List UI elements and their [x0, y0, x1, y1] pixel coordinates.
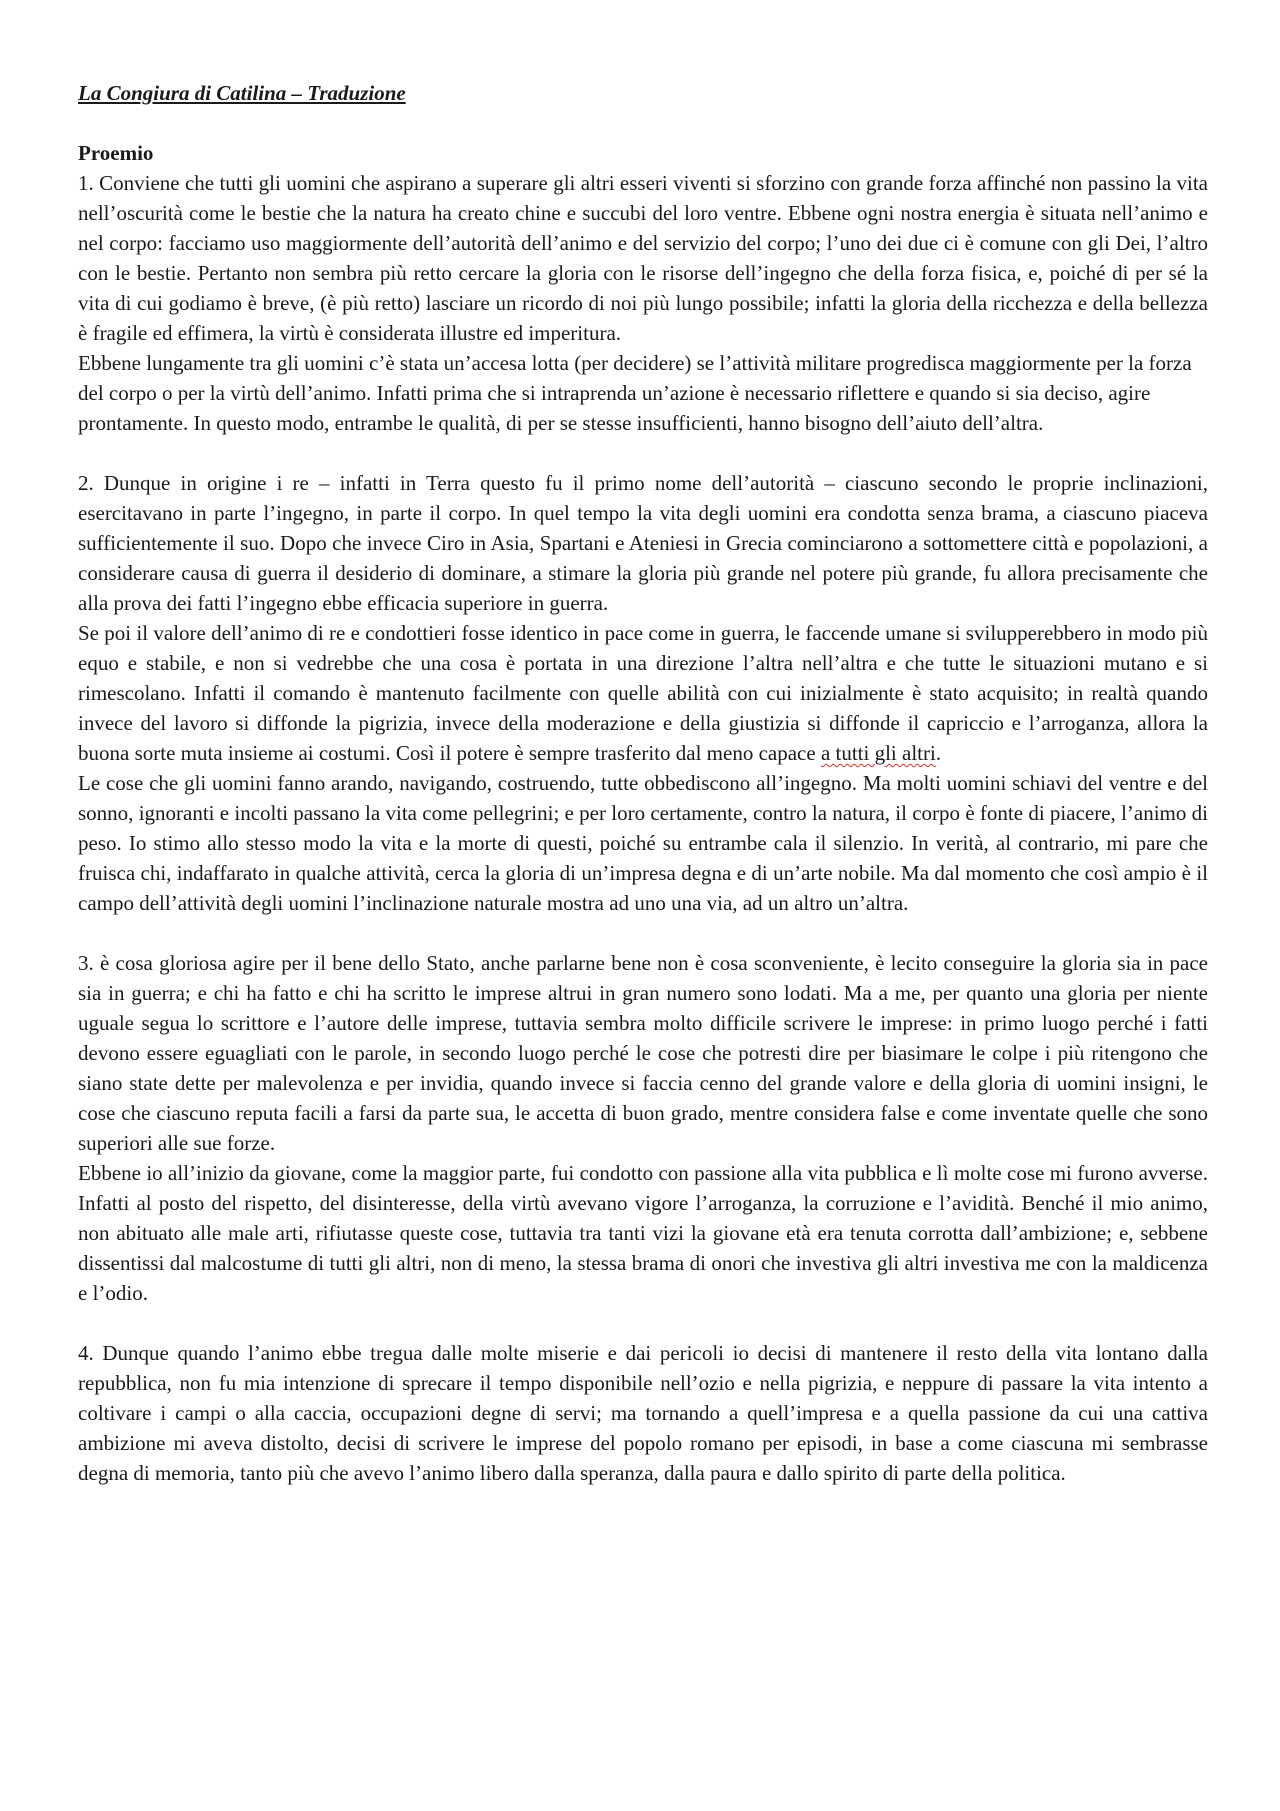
- chapter-3-paragraph-2: Ebbene io all’inizio da giovane, come la maggior parte, fui condotto con passione alla vita pubblica e lì molte cose mi furono avverse. Infatti al posto del rispetto, del disinteresse, della virtù avevano vigore l’arroganza, la corruzione e l’avidità. Benché il mio animo, non abituato alle male arti, rifiutasse queste cose, tuttavia tra tanti vizi la giovane età era tenuta corrotta dall’ambizione; e, sebbene dissentissi dal malcostume di tutti gli altri, non di meno, la stessa brama di onori che investiva gli altri investiva me con la maldicenza e l’odio.: [78, 1161, 1208, 1305]
- spellcheck-marked-text[interactable]: a tutti gli altri: [820, 741, 936, 765]
- paragraph-spacer: [78, 1308, 1208, 1338]
- document-title: La Congiura di Catilina – Traduzione: [78, 81, 406, 105]
- document-page: [78, 78, 1208, 1488]
- chapter-2-paragraph-2-end: .: [935, 741, 942, 765]
- chapter-2-paragraph-1: 2. Dunque in origine i re – infatti in Terra questo fu il primo nome dell’autorità – ciascuno secondo le proprie inclinazioni, esercitavano in parte l’ingegno, in parte il corpo. In quel tempo la vita degli uomini era condotta senza brama, a ciascuno piaceva sufficientemente il suo. Dopo che invece Ciro in Asia, Spartani e Ateniesi in Grecia cominciarono a sottomettere città e popolazioni, a considerare causa di guerra il desiderio di dominare, a stimare la gloria più grande nel potere più grande, fu allora precisamente che alla prova dei fatti l’ingegno ebbe efficacia superiore in guerra.: [78, 471, 1208, 615]
- chapter-2-paragraph-2-text: Se poi il valore dell’animo di re e condottieri fosse identico in pace come in guerra, le faccende umane si svilupperebbero in modo più equo e stabile, e non si vedrebbe che una cosa è portata in una direzione l’altra nell’altra e che tutte le situazioni mutano e si rimescolano. Infatti il comando è mantenuto facilmente con quelle abilità con cui inizialmente è stato acquisito; in realtà quando invece del lavoro si diffonde la pigrizia, invece della moderazione e della giustizia si diffonde il capriccio e l’arroganza, allora la buona sorte muta insieme ai costumi. Così il potere è sempre trasferito dal meno capace: [78, 621, 1208, 765]
- chapter-2-paragraph-2: [78, 618, 1208, 768]
- paragraph-spacer: [78, 918, 1208, 948]
- chapter-1-paragraph-2: Ebbene lungamente tra gli uomini c’è stata un’accesa lotta (per decidere) se l’attività militare progredisca maggiormente per la forza del corpo o per la virtù dell’animo. Infatti prima che si intraprenda un’azione è necessario riflettere e quando si sia deciso, agire prontamente. In questo modo, entrambe le qualità, di per se stesse insufficienti, hanno bisogno dell’aiuto dell’altra.: [78, 351, 1192, 435]
- chapter-1-paragraph-1: 1. Conviene che tutti gli uomini che aspirano a superare gli altri esseri viventi si sforzino con grande forza affinché non passino la vita nell’oscurità come le bestie che la natura ha creato chine e succubi del loro ventre. Ebbene ogni nostra energia è situata nell’animo e nel corpo: facciamo uso maggiormente dell’autorità dell’animo e del servizio del corpo; l’uno dei due ci è comune con gli Dei, l’altro con le bestie. Pertanto non sembra più retto cercare la gloria con le risorse dell’ingegno che della forza fisica, e, poiché di per sé la vita di cui godiamo è breve, (è più retto) lasciare un ricordo di noi più lungo possibile; infatti la gloria della ricchezza e della bellezza è fragile ed effimera, la virtù è considerata illustre ed imperitura.: [78, 171, 1208, 345]
- chapter-4-paragraph-1: 4. Dunque quando l’animo ebbe tregua dalle molte miserie e dai pericoli io decisi di mantenere il resto della vita lontano dalla repubblica, non fu mia intenzione di sprecare il tempo disponibile nell’ozio e nella pigrizia, e neppure di passare la vita intento a coltivare i campi o alla caccia, occupazioni degne di servi; ma tornando a quell’impresa e a quella passione da cui una cattiva ambizione mi aveva distolto, decisi di scrivere le imprese del popolo romano per episodi, in base a come ciascuna mi sembrasse degna di memoria, tanto più che avevo l’animo libero dalla speranza, dalla paura e dallo spirito di parte della politica.: [78, 1341, 1208, 1485]
- chapter-2-paragraph-3: Le cose che gli uomini fanno arando, navigando, costruendo, tutte obbediscono all’ingegno. Ma molti uomini schiavi del ventre e del sonno, ignoranti e incolti passano la vita come pellegrini; e per loro certamente, contro la natura, il corpo è fonte di piacere, l’animo di peso. Io stimo allo stesso modo la vita e la morte di questi, poiché su entrambe cala il silenzio. In verità, al contrario, mi pare che fruisca chi, indaffarato in qualche attività, cerca la gloria di un’impresa degna e di un’arte nobile. Ma dal momento che così ampio è il campo dell’attività degli uomini l’inclinazione naturale mostra ad uno una via, ad un altro un’altra.: [78, 771, 1208, 915]
- section-heading: Proemio: [78, 141, 154, 165]
- paragraph-spacer: [78, 438, 1208, 468]
- chapter-3-paragraph-1: 3. è cosa gloriosa agire per il bene dello Stato, anche parlarne bene non è cosa sconveniente, è lecito conseguire la gloria sia in pace sia in guerra; e chi ha fatto e chi ha scritto le imprese altrui in gran numero sono lodati. Ma a me, per quanto una gloria per niente uguale segua lo scrittore e l’autore delle imprese, tuttavia sembra molto difficile scrivere le imprese: in primo luogo perché i fatti devono essere eguagliati con le parole, in secondo luogo perché le cose che potresti dire per biasimare le colpe i più ritengono che siano state dette per malevolenza e per invidia, quando invece si faccia cenno del grande valore e della gloria di uomini insigni, le cose che ciascuno reputa facili a farsi da parte sua, le accetta di buon grado, mentre considera false e come inventate quelle che sono superiori alle sue forze.: [78, 951, 1208, 1155]
